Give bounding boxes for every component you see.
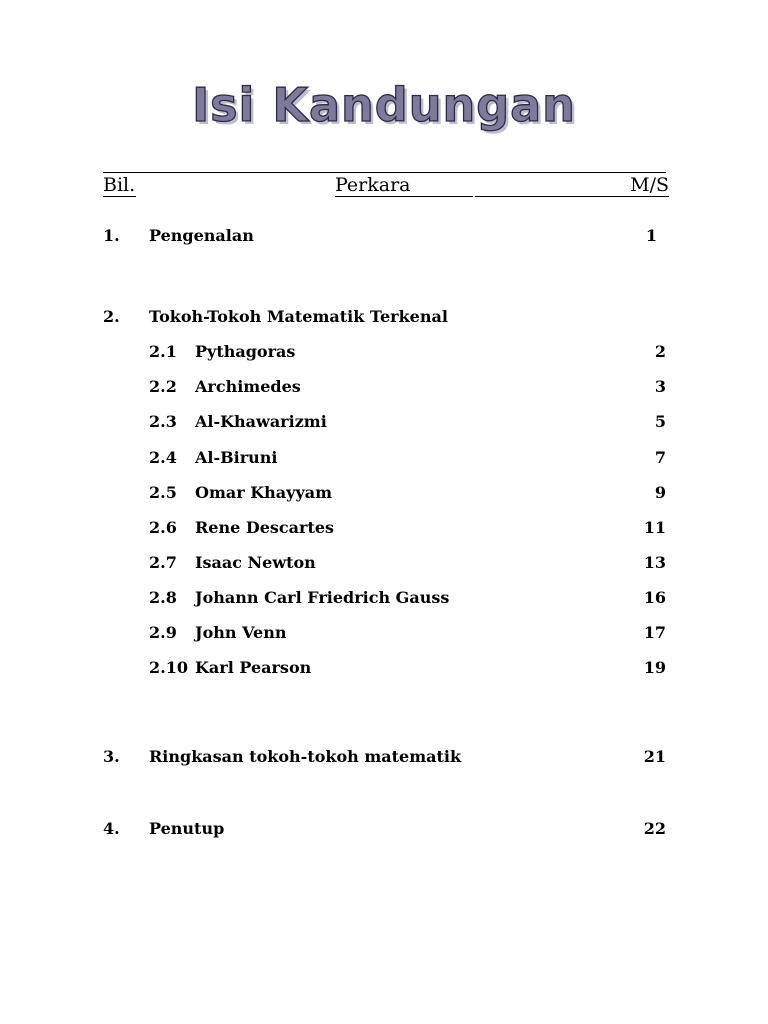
page-number: 5	[654, 412, 666, 431]
subsection-label: Archimedes	[195, 377, 301, 396]
page-number: 17	[643, 623, 666, 642]
page-number: 1	[645, 226, 657, 245]
page-number: 16	[643, 588, 666, 607]
toc-row[interactable]	[0, 226, 768, 248]
subsection-label: Pythagoras	[195, 342, 296, 361]
subsection-number: 2.3	[149, 412, 177, 431]
page-number: 9	[654, 483, 666, 502]
subsection-number: 2.7	[149, 553, 177, 572]
section-label: Ringkasan tokoh-tokoh matematik	[149, 747, 462, 766]
subsection-label: Karl Pearson	[195, 658, 312, 677]
section-label: Tokoh-Tokoh Matematik Terkenal	[149, 307, 448, 326]
subsection-label: Al-Biruni	[195, 448, 278, 467]
subsection-number: 2.6	[149, 518, 177, 537]
page-number: 21	[643, 747, 666, 766]
page-number: 11	[643, 518, 666, 537]
page-number: 7	[654, 448, 666, 467]
subsection-label: John Venn	[195, 623, 287, 642]
subsection-number: 2.2	[149, 377, 177, 396]
subsection-label: Al-Khawarizmi	[195, 412, 327, 431]
toc-row[interactable]	[0, 307, 768, 329]
section-number: 3.	[103, 747, 120, 766]
page-number: 22	[643, 819, 666, 838]
header-ms: M/S	[630, 174, 669, 196]
subsection-label: Rene Descartes	[195, 518, 335, 537]
subsection-number: 2.5	[149, 483, 177, 502]
top-rule	[103, 172, 666, 173]
toc-subrow[interactable]	[0, 658, 768, 680]
section-number: 1.	[103, 226, 120, 245]
toc-subrow[interactable]	[0, 588, 768, 610]
subsection-number: 2.4	[149, 448, 177, 467]
section-number: 4.	[103, 819, 120, 838]
page-number: 13	[643, 553, 666, 572]
subsection-label: Omar Khayyam	[195, 483, 333, 502]
toc-subrow[interactable]	[0, 623, 768, 645]
subsection-number: 2.1	[149, 342, 177, 361]
header-ms-underline	[475, 196, 669, 197]
toc-subrow[interactable]	[0, 448, 768, 470]
toc-subrow[interactable]	[0, 553, 768, 575]
subsection-number: 2.8	[149, 588, 177, 607]
subsection-label: Isaac Newton	[195, 553, 316, 572]
header-bil-underline	[103, 196, 136, 197]
toc-row[interactable]	[0, 747, 768, 769]
subsection-label: Johann Carl Friedrich Gauss	[195, 588, 450, 607]
subsection-number: 2.9	[149, 623, 177, 642]
header-bil: Bil.	[103, 174, 136, 196]
page-title: Isi Kandungan	[192, 78, 576, 132]
toc-subrow[interactable]	[0, 483, 768, 505]
page-number: 19	[643, 658, 666, 677]
header-perkara: Perkara	[335, 174, 411, 196]
toc-row[interactable]	[0, 819, 768, 841]
page-number: 2	[654, 342, 666, 361]
section-label: Penutup	[149, 819, 225, 838]
header-perkara-underline	[335, 196, 473, 197]
toc-subrow[interactable]	[0, 342, 768, 364]
section-label: Pengenalan	[149, 226, 254, 245]
toc-subrow[interactable]	[0, 377, 768, 399]
toc-subrow[interactable]	[0, 412, 768, 434]
section-number: 2.	[103, 307, 120, 326]
toc-subrow[interactable]	[0, 518, 768, 540]
page-number: 3	[654, 377, 666, 396]
subsection-number: 2.10	[149, 658, 188, 677]
